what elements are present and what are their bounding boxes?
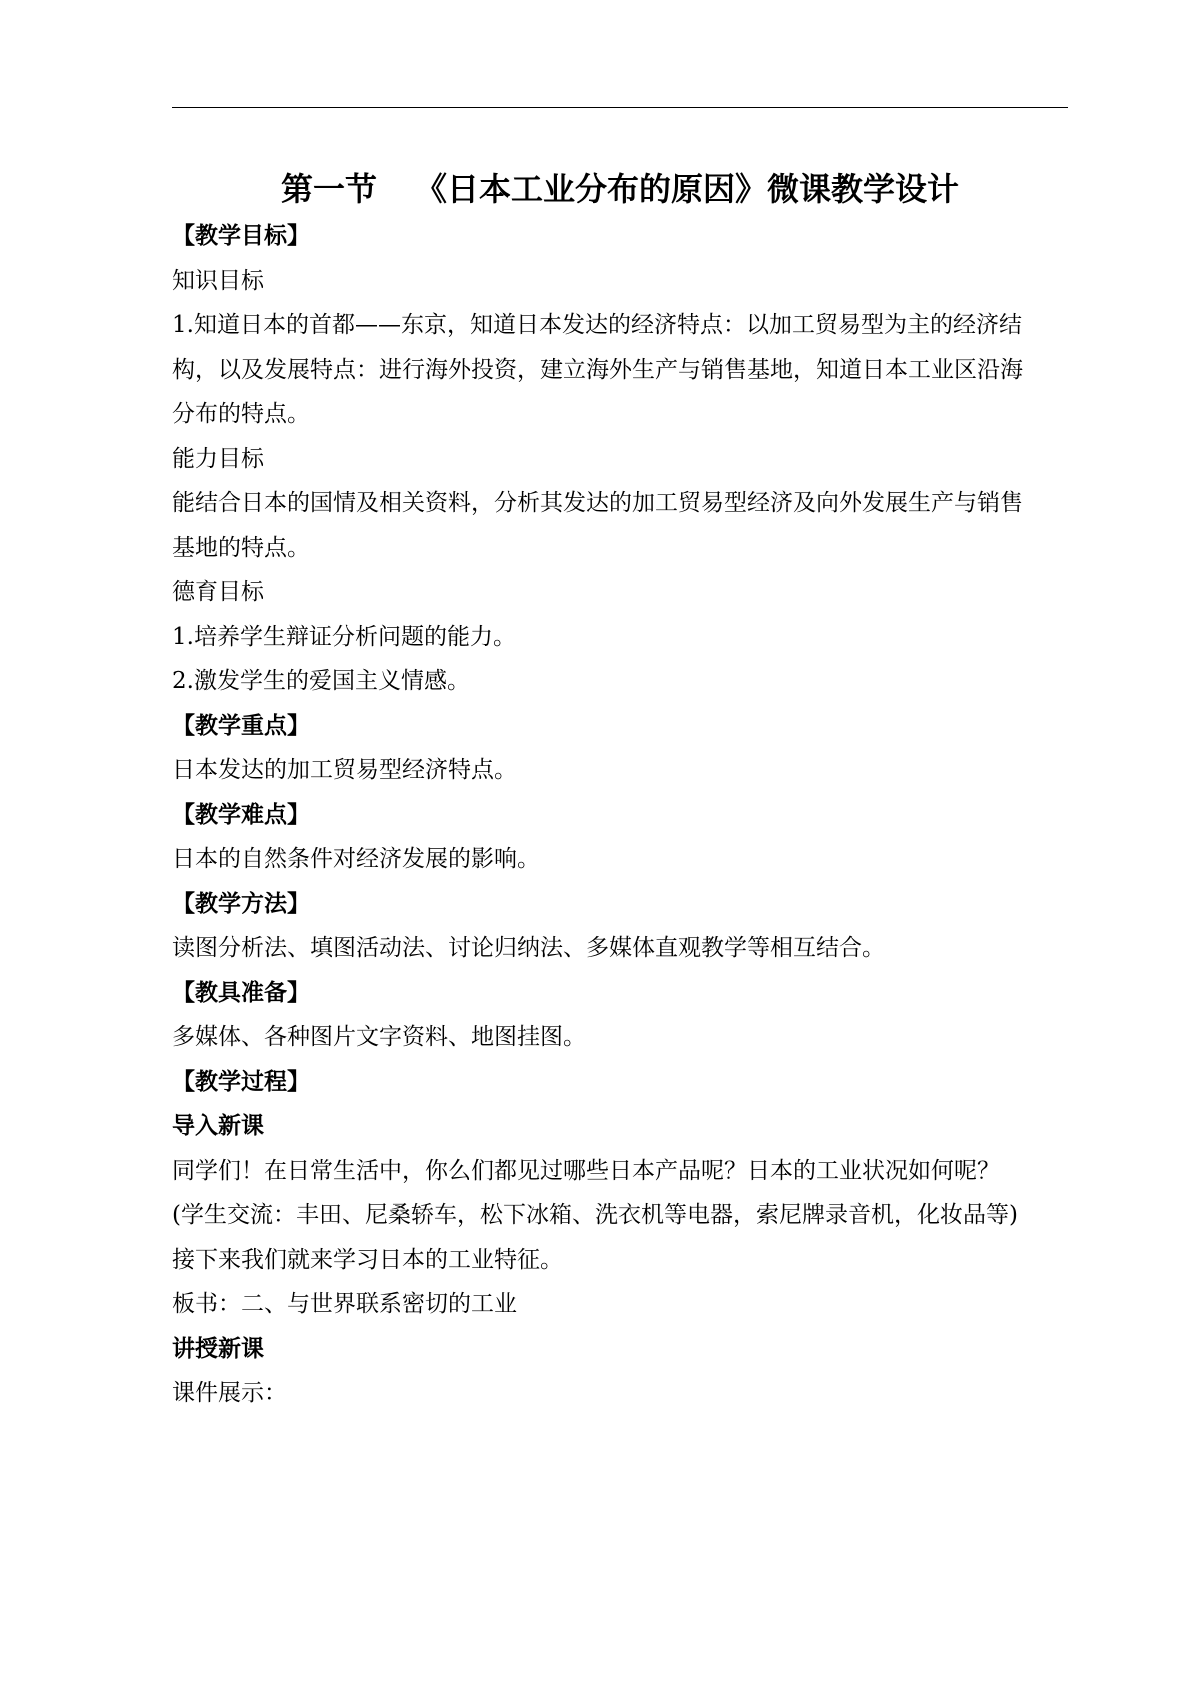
paragraph-line: 接下来我们就来学习日本的工业特征。	[172, 1246, 563, 1273]
subheading-introduction: 导入新课	[172, 1112, 264, 1139]
list-item: 1.培养学生辩证分析问题的能力。	[172, 623, 516, 650]
title-main: 《日本工业分布的原因》微课教学设计	[415, 170, 960, 208]
subheading-knowledge-objectives: 知识目标	[172, 267, 264, 294]
paragraph-line: 日本发达的加工贸易型经济特点。	[172, 757, 517, 783]
paragraph-line: 课件展示：	[172, 1380, 287, 1406]
paragraph-line: (学生交流：丰田、尼桑轿车，松下冰箱、洗衣机等电器，索尼牌录音机，化妆品等)	[172, 1202, 1018, 1228]
paragraph-line: 1.知道日本的首都——东京，知道日本发达的经济特点：以加工贸易型为主的经济结	[172, 312, 1022, 338]
paragraph-line: 能结合日本的国情及相关资料，分析其发达的加工贸易型经济及向外发展生产与销售	[172, 490, 1023, 516]
title-section-number: 第一节	[280, 170, 377, 208]
heading-teaching-methods: 【教学方法】	[172, 889, 310, 917]
heading-teaching-process: 【教学过程】	[172, 1067, 310, 1095]
paragraph-line: 日本的自然条件对经济发展的影响。	[172, 846, 540, 872]
paragraph-line: 分布的特点。	[172, 401, 310, 427]
list-item: 2.激发学生的爱国主义情感。	[172, 668, 470, 694]
document-body	[172, 214, 1072, 1416]
paragraph-line: 多媒体、各种图片文字资料、地图挂图。	[172, 1024, 586, 1050]
document-title	[172, 168, 1068, 210]
paragraph-line: 读图分析法、填图活动法、讨论归纳法、多媒体直观教学等相互结合。	[172, 935, 885, 961]
subheading-new-lesson: 讲授新课	[172, 1334, 264, 1362]
paragraph-line: 同学们！在日常生活中，你么们都见过哪些日本产品呢？日本的工业状况如何呢？	[172, 1157, 1000, 1184]
subheading-ability-objectives: 能力目标	[172, 445, 264, 472]
subheading-moral-objectives: 德育目标	[172, 579, 264, 605]
paragraph-line: 构，以及发展特点：进行海外投资，建立海外生产与销售基地，知道日本工业区沿海	[172, 356, 1023, 383]
heading-teaching-objectives: 【教学目标】	[172, 222, 310, 249]
header-rule	[172, 107, 1068, 108]
heading-teaching-aids: 【教具准备】	[172, 978, 310, 1006]
paragraph-line: 板书：二、与世界联系密切的工业	[172, 1291, 517, 1317]
heading-teaching-difficulty: 【教学难点】	[172, 800, 310, 828]
paragraph-line: 基地的特点。	[172, 534, 310, 561]
heading-teaching-focus: 【教学重点】	[172, 711, 310, 739]
